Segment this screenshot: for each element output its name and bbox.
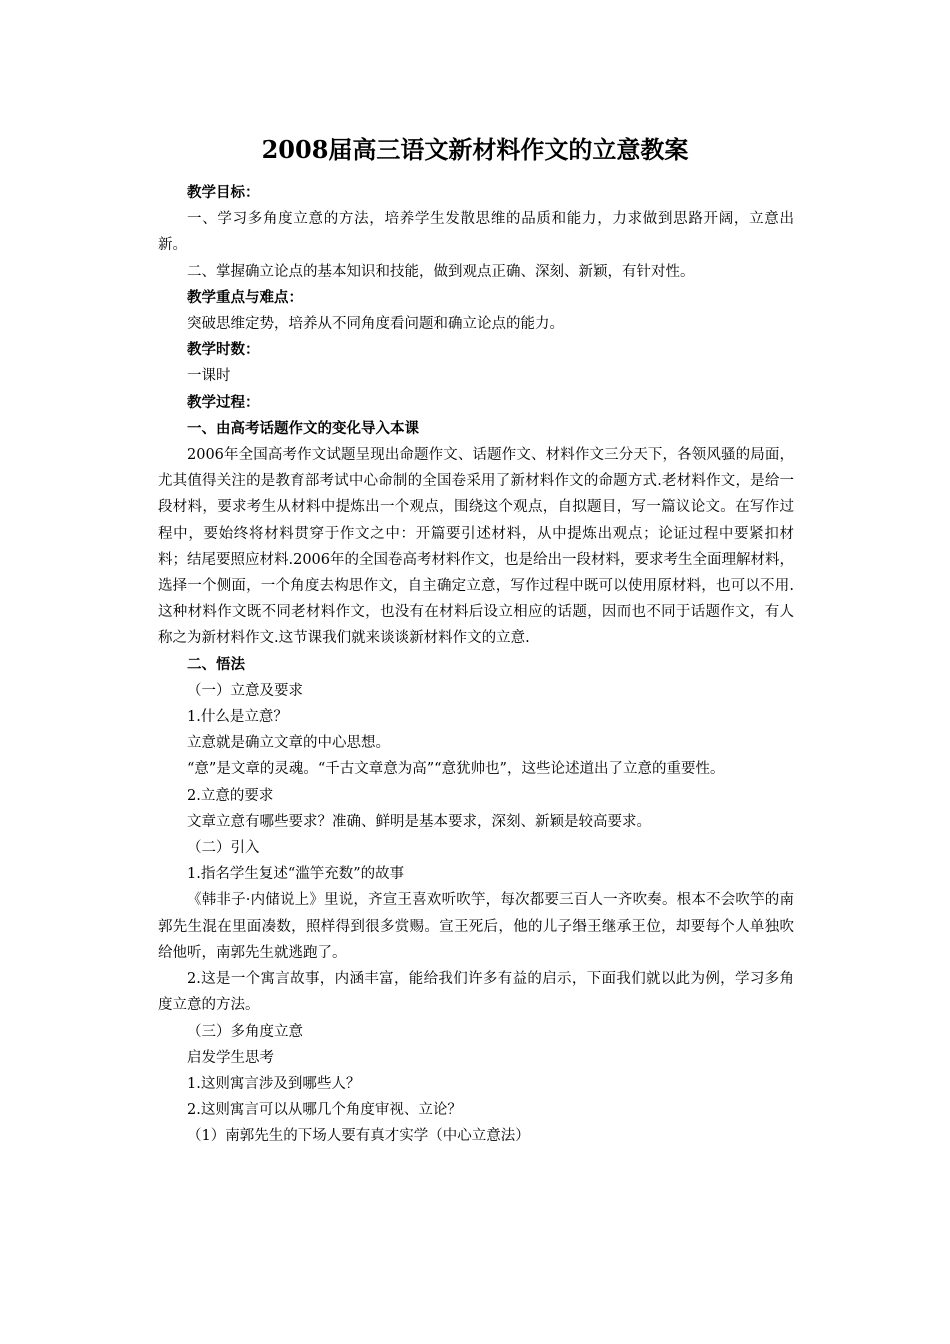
body-paragraph: 2.这是一个寓言故事，内涵丰富，能给我们许多有益的启示，下面我们就以此为例，学习多角度立意的方法。: [158, 971, 794, 1014]
body-paragraph: （二）引入: [187, 840, 260, 857]
body-paragraph: 文章立意有哪些要求？准确、鲜明是基本要求，深刻、新颖是较高要求。: [187, 813, 651, 830]
section-heading: 一、由高考话题作文的变化导入本课: [187, 419, 419, 437]
body-paragraph: （1）南郭先生的下场人要有真才实学（中心立意法）: [187, 1128, 530, 1145]
body-paragraph: 1.指名学生复述“滥竽充数”的故事: [187, 866, 405, 883]
section-heading: 教学过程：: [187, 393, 260, 411]
section-heading: 二、悟法: [187, 655, 245, 673]
body-paragraph: 启发学生思考: [187, 1049, 274, 1066]
document-body: [158, 180, 794, 1150]
body-paragraph: “意”是文章的灵魂。“千古文章意为高”“意犹帅也”，这些论述道出了立意的重要性。: [187, 761, 725, 778]
body-paragraph: 2006年全国高考作文试题呈现出命题作文、话题作文、材料作文三分天下，各领风骚的局面，尤其值得关注的是教育部考试中心命制的全国卷采用了新材料作文的命题方式.老材料作文，是给一段材料，要求考生从材料中提炼出一个观点，围绕这个观点，自拟题目，写一篇议论文。在写作过程中，要始终将材料贯穿于作文之中：开篇要引述材料，从中提炼出观点；论证过程中要紧扣材料；结尾要照应材料.2006年的全国卷高考材料作文，也是给出一段材料，要求考生全面理解材料，选择一个侧面，一个角度去构思作文，自主确定立意，写作过程中既可以使用原材料，也可以不用.这种材料作文既不同老材料作文，也没有在材料后设立相应的话题，因而也不同于话题作文，有人称之为新材料作文.这节课我们就来谈谈新材料作文的立意.: [158, 447, 795, 647]
body-paragraph: 突破思维定势，培养从不同角度看问题和确立论点的能力。: [187, 316, 564, 333]
body-paragraph: 1.这则寓言涉及到哪些人？: [187, 1075, 361, 1092]
body-paragraph: 2.立意的要求: [187, 787, 274, 804]
body-paragraph: （三）多角度立意: [187, 1023, 303, 1040]
body-paragraph: 二、掌握确立论点的基本知识和技能，做到观点正确、深刻、新颖，有针对性。: [187, 263, 695, 280]
body-paragraph: （一）立意及要求: [187, 682, 303, 699]
section-heading: 教学目标：: [187, 184, 260, 201]
section-heading: 教学时数：: [187, 341, 260, 359]
body-paragraph: 立意就是确立文章的中心思想。: [187, 735, 390, 752]
body-paragraph: 一、学习多角度立意的方法，培养学生发散思维的品质和能力，力求做到思路开阔，立意出新。: [158, 211, 794, 254]
body-paragraph: 2.这则寓言可以从哪几个角度审视、立论？: [187, 1102, 462, 1119]
body-paragraph: 一课时: [187, 368, 231, 385]
body-paragraph: 《韩非子·内储说上》里说，齐宣王喜欢听吹竽，每次都要三百人一齐吹奏。根本不会吹竽的南郭先生混在里面凑数，照样得到很多赏赐。宣王死后，他的儿子缗王继承王位，却要每个人单独吹给他听，南郭先生就逃跑了。: [158, 892, 794, 961]
document-title: 2008届高三语文新材料作文的立意教案: [261, 135, 689, 164]
body-paragraph: 1.什么是立意？: [187, 709, 288, 726]
section-heading: 教学重点与难点：: [187, 288, 303, 306]
